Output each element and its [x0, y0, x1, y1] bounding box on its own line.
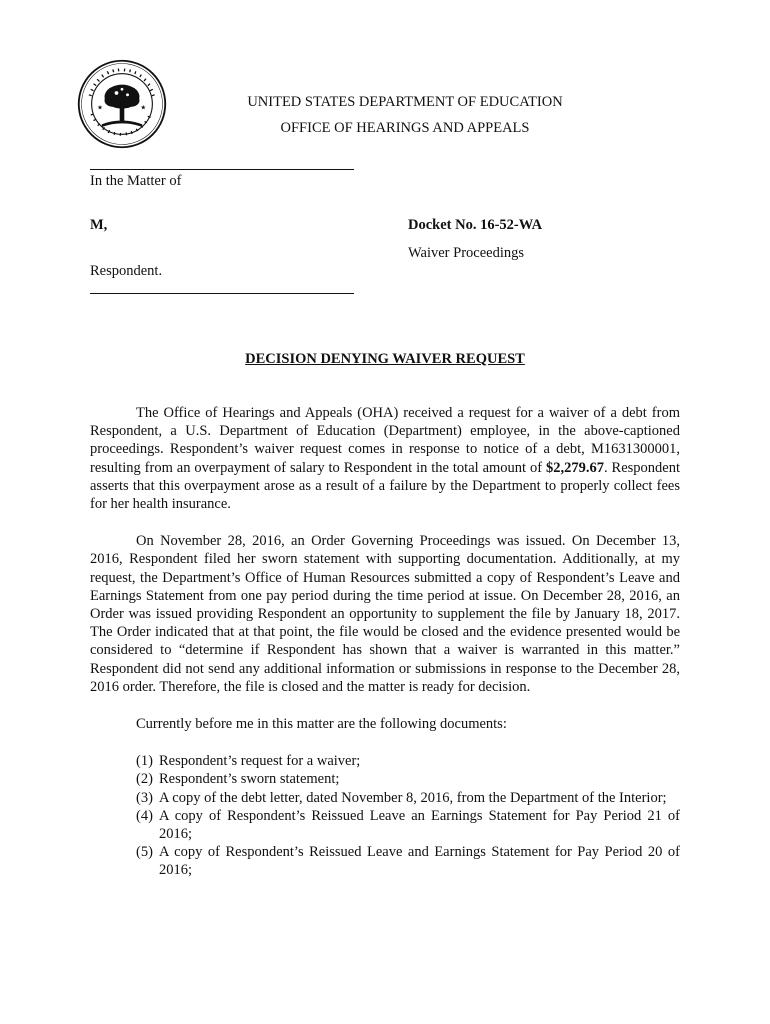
list-item-text: Respondent’s sworn statement;: [159, 771, 340, 788]
agency-name: UNITED STATES DEPARTMENT OF EDUCATION: [247, 94, 563, 110]
paragraph-1-text-b: . Respondent asserts that this overpayment arose as a result of a failure by the Department to properly collect fees for her health insurance.: [90, 459, 680, 513]
paragraph-waiver-request: [90, 404, 680, 513]
respondent-label: Respondent.: [90, 263, 163, 279]
svg-text:★: ★: [140, 103, 147, 112]
caption-rule-bottom: [90, 293, 354, 294]
decision-body: [90, 404, 680, 880]
department-of-education-seal-icon: [76, 58, 168, 150]
list-item-text: Respondent’s request for a waiver;: [159, 753, 361, 770]
list-item: [90, 807, 680, 843]
proceeding-type: Waiver Proceedings: [408, 245, 524, 261]
svg-text:★: ★: [97, 103, 103, 112]
list-item-number: (4): [136, 807, 153, 824]
list-item-text: A copy of the debt letter, dated November 8, 2016, from the Department of the Interior;: [159, 789, 667, 806]
list-item: [90, 789, 680, 807]
list-item: [90, 752, 680, 770]
party-name: M,: [90, 217, 108, 233]
debt-amount: $2,279.67: [545, 459, 604, 476]
docket-number: Docket No. 16-52-WA: [408, 217, 543, 233]
decision-title: DECISION DENYING WAIVER REQUEST: [245, 351, 525, 367]
list-item-number: (5): [136, 844, 153, 861]
list-item-text: A copy of Respondent’s Reissued Leave and Earnings Statement for Pay Period 20 of 2016;: [159, 844, 680, 879]
paragraph-proceedings: On November 28, 2016, an Order Governing Proceedings was issued. On December 13, 2016, Respondent filed her sworn statement with supporting documentation. Additionally, at my request, the Department’s Office of Human Resources submitted a copy of Respondent’s Leave and Earnings Statement from one pay period during the time period at issue. On December 28, 2016, an Order was issued providing Respondent an opportunity to supplement the file by January 18, 2017. The Order indicated that at that point, the file would be closed and the evidence presented would be considered to “determine if Respondent has shown that a waiver is warranted in this matter.” Respondent did not send any additional information or submissions in response to the December 28, 2016 order. Therefore, the file is closed and the matter is ready for decision.: [90, 533, 680, 695]
documents-list: [90, 752, 680, 879]
matter-of-label: In the Matter of: [90, 173, 182, 189]
list-item-number: (3): [136, 789, 153, 806]
list-item-number: (2): [136, 771, 153, 788]
list-item-text: A copy of Respondent’s Reissued Leave an Earnings Statement for Pay Period 21 of 2016;: [159, 807, 680, 843]
caption-rule-top: [90, 169, 354, 170]
list-item: [90, 843, 680, 879]
paragraph-documents-intro: Currently before me in this matter are the following documents:: [136, 716, 507, 733]
paragraph-1-text-a: The Office of Hearings and Appeals (OHA) received a request for a waiver of a debt from Respondent, a U.S. Department of Education (Department) employee, in the above-captioned proceedings. Respondent’s waiver request comes in response to notice of a debt, M1631300001, resulting from an overpayment of salary to Respondent in the total amount of: [90, 405, 680, 476]
list-item: [90, 770, 680, 788]
list-item-number: (1): [136, 753, 153, 770]
office-name: OFFICE OF HEARINGS AND APPEALS: [280, 120, 530, 136]
